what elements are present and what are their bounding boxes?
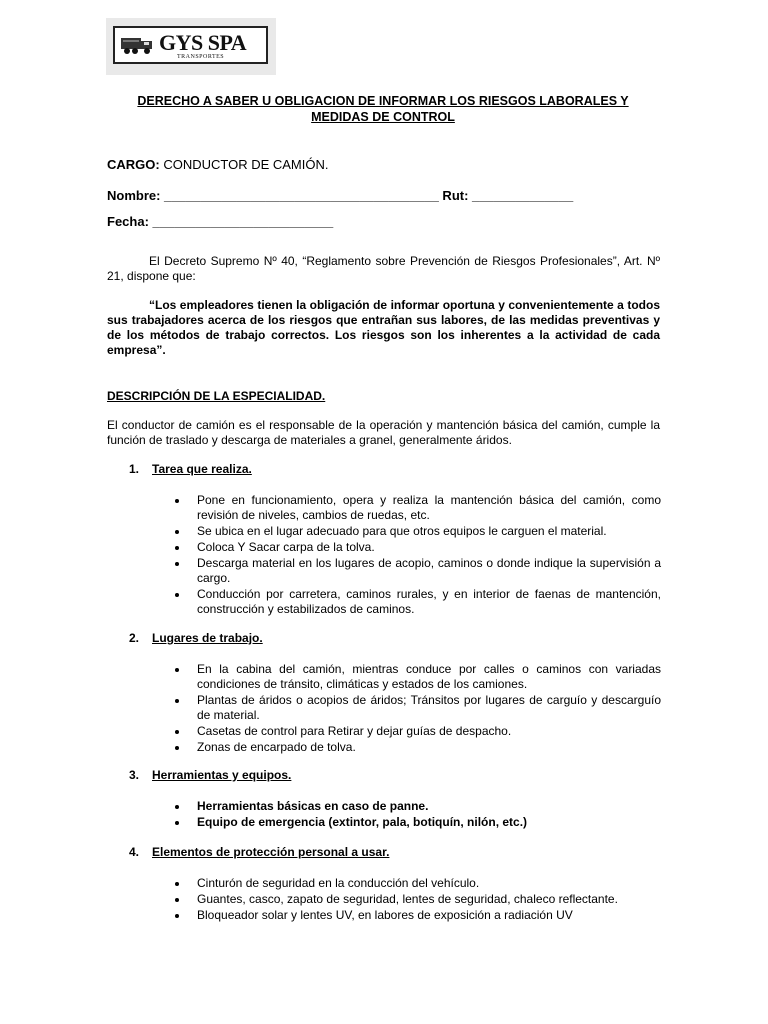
document-title xyxy=(100,93,666,125)
section-description: El conductor de camión es el responsable de la operación y mantención básica del camión, cumple la función de traslado y descarga de materiales a granel, generalmente áridos. xyxy=(107,418,660,447)
bullet-icon xyxy=(175,546,179,550)
bullet-icon xyxy=(175,882,179,886)
list-item: Equipo de emergencia (extintor, pala, botiquín, nilón, etc.) xyxy=(175,815,661,830)
item-1-title: Tarea que realiza. xyxy=(152,462,252,476)
nombre-label: Nombre: ______________________________________ xyxy=(107,188,439,203)
list-item: Cinturón de seguridad en la conducción del vehículo. xyxy=(175,876,661,891)
logo-frame xyxy=(113,26,268,64)
cargo-value: CONDUCTOR DE CAMIÓN. xyxy=(159,157,329,172)
bullet-icon xyxy=(175,699,179,703)
list-item: Descarga material en los lugares de acopio, caminos o donde indique la supervisión a cargo. xyxy=(175,556,661,586)
bullet-icon xyxy=(175,821,179,825)
item-3-list xyxy=(175,799,661,831)
title-line-2: MEDIDAS DE CONTROL xyxy=(311,110,455,124)
bullet-icon xyxy=(175,499,179,503)
bullet-icon xyxy=(175,668,179,672)
list-item: Pone en funcionamiento, opera y realiza la mantención básica del camión, como revisión de niveles, cambios de ruedas, etc. xyxy=(175,493,661,523)
list-item: Coloca Y Sacar carpa de la tolva. xyxy=(175,540,661,555)
item-1-number: 1. xyxy=(129,462,140,476)
fecha-label: Fecha: _________________________ xyxy=(107,214,334,229)
bullet-icon xyxy=(175,746,179,750)
title-line-1: DERECHO A SABER U OBLIGACION DE INFORMAR LOS RIESGOS LABORALES Y xyxy=(137,94,629,108)
intro-paragraph: El Decreto Supremo Nº 40, “Reglamento sobre Prevención de Riesgos Profesionales”, Art. Nº 21, dispone que: xyxy=(107,254,660,283)
rut-label: Rut: ______________ xyxy=(438,188,574,203)
quote-paragraph: “Los empleadores tienen la obligación de informar oportuna y convenientemente a todos sus trabajadores acerca de los riesgos que entrañan sus labores, de las medidas preventivas y de los métodos de trabajo correctos. Los riesgos son los inherentes a la actividad de cada empresa”. xyxy=(107,298,660,357)
bullet-icon xyxy=(175,730,179,734)
list-item: Se ubica en el lugar adecuado para que otros equipos le carguen el material. xyxy=(175,524,661,539)
item-1-heading xyxy=(129,462,252,477)
item-3-title: Herramientas y equipos. xyxy=(152,768,292,782)
truck-icon xyxy=(121,35,155,55)
list-item: Bloqueador solar y lentes UV, en labores de exposición a radiación UV xyxy=(175,908,661,923)
item-2-heading xyxy=(129,631,263,646)
fecha-field xyxy=(107,214,333,230)
list-item: Guantes, casco, zapato de seguridad, lentes de seguridad, chaleco reflectante. xyxy=(175,892,661,907)
cargo-field xyxy=(107,157,328,173)
item-4-heading xyxy=(129,845,389,860)
list-item: Herramientas básicas en caso de panne. xyxy=(175,799,661,814)
bullet-icon xyxy=(175,562,179,566)
cargo-label: CARGO: xyxy=(107,157,160,172)
item-4-list xyxy=(175,876,661,924)
bullet-icon xyxy=(175,530,179,534)
list-item: Plantas de áridos o acopios de áridos; Tránsitos por lugares de carguío y descarguío de material. xyxy=(175,693,661,723)
list-item: Conducción por carretera, caminos rurales, y en interior de faenas de mantención, construcción y estabilizados de caminos. xyxy=(175,587,661,617)
company-logo xyxy=(106,18,276,75)
bullet-icon xyxy=(175,898,179,902)
bullet-icon xyxy=(175,805,179,809)
bullet-icon xyxy=(175,593,179,597)
section-heading: DESCRIPCIÓN DE LA ESPECIALIDAD. xyxy=(107,389,326,403)
item-4-title: Elementos de protección personal a usar. xyxy=(152,845,390,859)
item-2-list xyxy=(175,662,661,756)
nombre-field xyxy=(107,188,573,204)
item-2-title: Lugares de trabajo. xyxy=(152,631,263,645)
bullet-icon xyxy=(175,914,179,918)
item-3-heading xyxy=(129,768,291,783)
item-3-number: 3. xyxy=(129,768,140,782)
item-1-list xyxy=(175,493,661,618)
logo-brand: GYS SPA xyxy=(159,30,247,55)
item-4-number: 4. xyxy=(129,845,140,859)
list-item: En la cabina del camión, mientras conduce por calles o caminos con variadas condiciones de tránsito, climáticas y estados de los camiones. xyxy=(175,662,661,692)
list-item: Zonas de encarpado de tolva. xyxy=(175,740,661,755)
item-2-number: 2. xyxy=(129,631,140,645)
list-item: Casetas de control para Retirar y dejar guías de despacho. xyxy=(175,724,661,739)
logo-subtitle: TRANSPORTES xyxy=(177,54,225,60)
